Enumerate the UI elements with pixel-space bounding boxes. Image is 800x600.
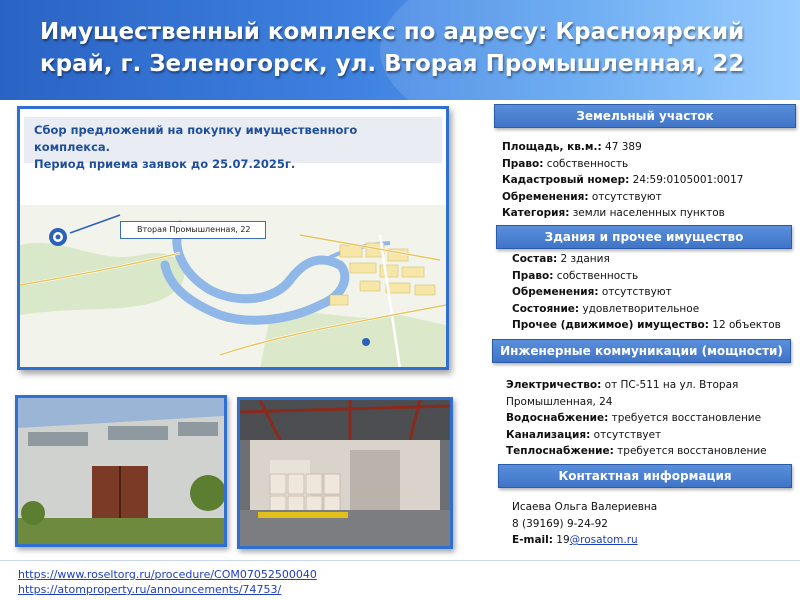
location-marker-icon[interactable] xyxy=(49,228,67,246)
section-header-utilities: Инженерные коммуникации (мощности) xyxy=(492,339,791,363)
footer-links xyxy=(18,567,438,597)
utilities-sewer-row: Канализация: отсутствует xyxy=(506,428,662,441)
map-pin-icon xyxy=(362,338,370,346)
contact-phone: 8 (39169) 9-24-92 xyxy=(512,517,608,530)
land-area-row: Площадь, кв.м.: 47 389 xyxy=(502,141,642,153)
contact-name: Исаева Ольга Валериевна xyxy=(512,501,658,513)
utilities-heat-row: Теплоснабжение: требуется восстановление xyxy=(506,445,767,457)
building-interior-photo xyxy=(237,397,453,549)
notice-box xyxy=(24,117,442,171)
map-callout-label: Вторая Промышленная, 22 xyxy=(120,221,266,239)
utilities-power-row: Электричество: от ПС-511 на ул. Вторая Промышленная, 24 xyxy=(506,379,739,408)
buildings-encumbrance-row: Обременения: отсутствуют xyxy=(512,286,672,298)
buildings-composition-row: Состав: 2 здания xyxy=(512,253,610,265)
footer-divider xyxy=(0,560,800,561)
map-panel xyxy=(17,106,449,370)
contact-email-link[interactable]: @rosatom.ru xyxy=(569,534,638,546)
buildings-condition-row: Состояние: удовлетворительное xyxy=(512,302,700,315)
land-cadastral-row: Кадастровый номер: 24:59:0105001:0017 xyxy=(502,174,744,186)
notice-line-1: Сбор предложений на покупку имущественного комплекса. xyxy=(34,123,358,154)
building-exterior-photo xyxy=(15,395,227,547)
utilities-water-row: Водоснабжение: требуется восстановление xyxy=(506,412,762,424)
land-info xyxy=(502,139,797,222)
land-encumbrance-row: Обременения: отсутствуют xyxy=(502,190,662,203)
section-header-contact: Контактная информация xyxy=(498,464,792,488)
header-banner xyxy=(0,0,800,100)
atomproperty-link[interactable]: https://atomproperty.ru/announcements/74753/ xyxy=(18,583,282,596)
buildings-other-row: Прочее (движимое) имущество: 12 объектов xyxy=(512,319,781,331)
utilities-info xyxy=(506,377,786,460)
notice-line-2: Период приема заявок до 25.07.2025г. xyxy=(34,157,296,171)
page-title: Имущественный комплекс по адресу: Красноярский край, г. Зеленогорск, ул. Вторая Промышленная, 22 xyxy=(40,19,745,77)
land-category-row: Категория: земли населенных пунктов xyxy=(502,207,725,219)
section-header-land: Земельный участок xyxy=(494,104,796,128)
contact-info xyxy=(512,499,792,549)
section-header-buildings: Здания и прочее имущество xyxy=(496,225,792,249)
buildings-right-row: Право: собственность xyxy=(512,269,639,282)
buildings-info xyxy=(512,251,797,334)
roseltorg-link[interactable]: https://www.roseltorg.ru/procedure/COM07052500040 xyxy=(18,568,317,581)
land-right-row: Право: собственность xyxy=(502,157,629,170)
contact-email-row: E-mail: 19@rosatom.ru xyxy=(512,534,638,546)
